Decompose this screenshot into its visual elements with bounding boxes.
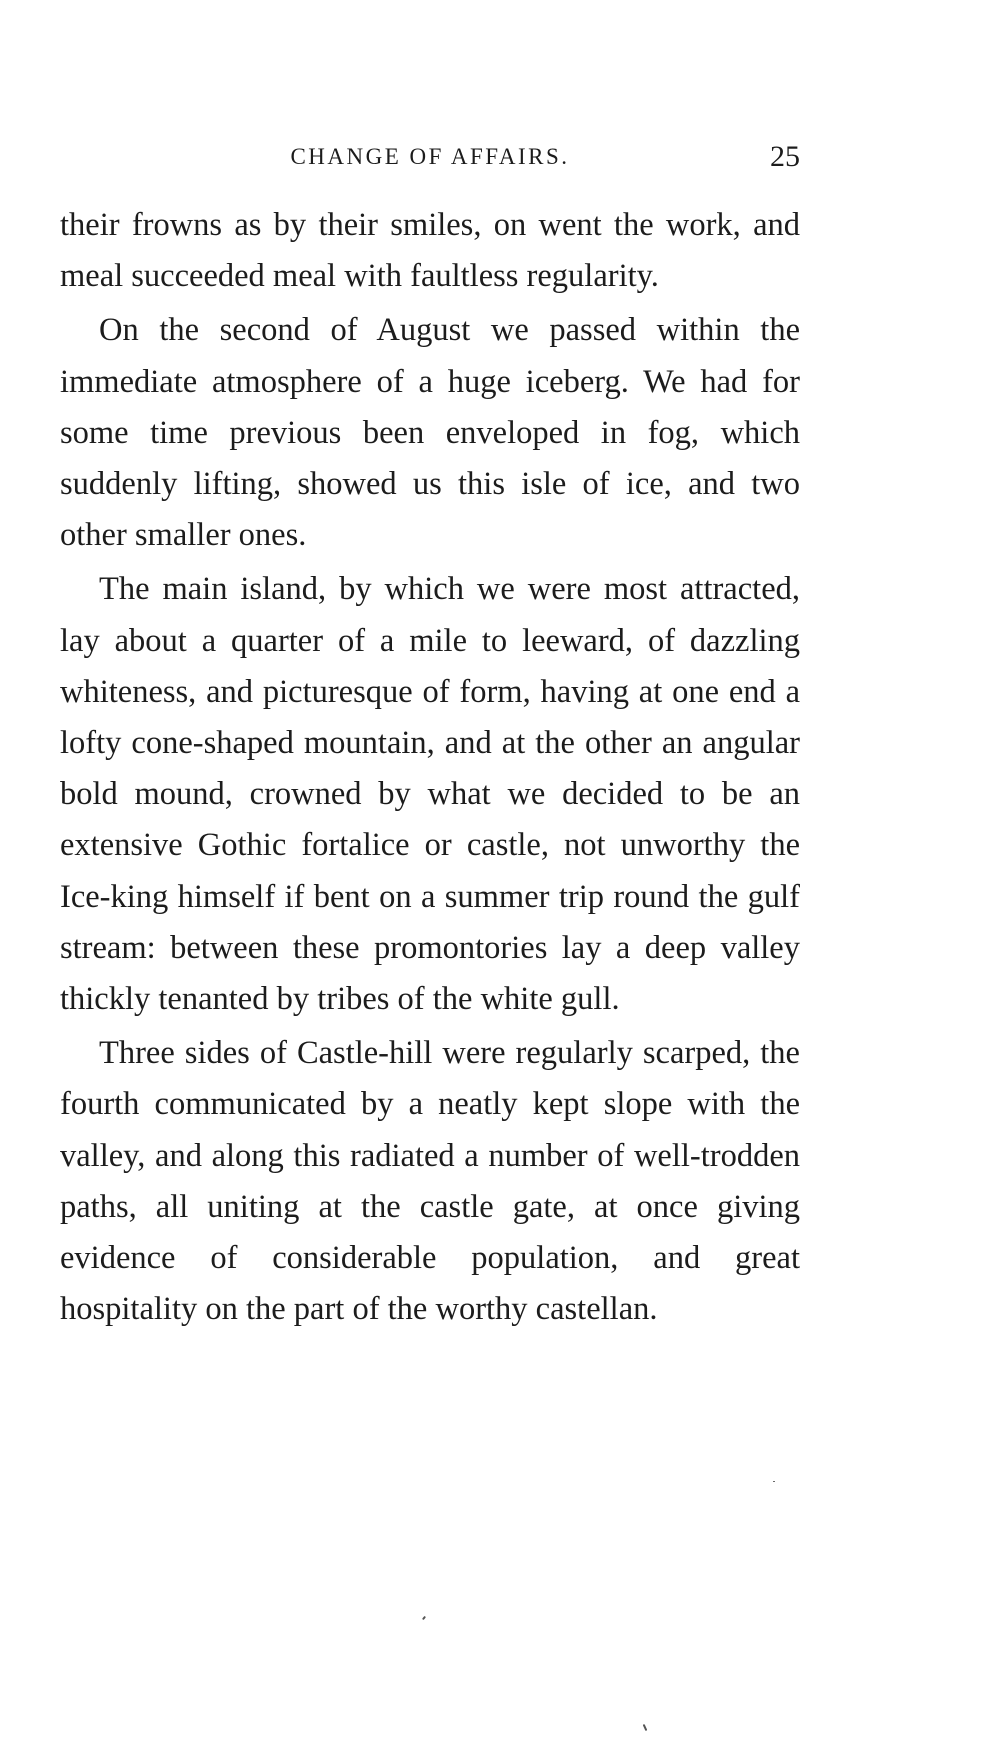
body-text (60, 200, 800, 1338)
page-number: 25 (770, 140, 800, 173)
running-title: CHANGE OF AFFAIRS. (290, 144, 570, 169)
paragraph-main-island: The main island, by which we were most attracted, lay about a quarter of a mile to leeward, of dazzling whiteness, and picturesque of form, having at one end a lofty cone-shaped mountain, and at the other an angular bold mound, crowned by what we decided to be an extensive Gothic fortalice or castle, not unworthy the Ice-king himself if bent on a summer trip round the gulf stream: between these promontories lay a deep valley thickly tenanted by tribes of the white gull. (60, 571, 800, 1018)
paragraph-continuation: their frowns as by their smiles, on went the work, and meal succeeded meal with faultless regularity. (60, 207, 800, 295)
paragraph-iceberg: On the second of August we passed within the immediate atmosphere of a huge iceberg. We had for some time previous been enveloped in fog, which suddenly lifting, showed us this isle of ice, and two other smaller ones. (60, 312, 800, 554)
print-speck (643, 1724, 648, 1731)
paragraph-castle-hill: Three sides of Castle-hill were regularly scarped, the fourth communicated by a neatly kept slope with the valley, and along this radiated a number of well-trodden paths, all uniting at the castle gate, at once giving evidence of considerable population, and great hospitality on the part of the worthy castellan. (60, 1035, 800, 1328)
running-head (60, 140, 800, 180)
print-speck (773, 1481, 775, 1482)
print-speck (422, 1616, 426, 1620)
